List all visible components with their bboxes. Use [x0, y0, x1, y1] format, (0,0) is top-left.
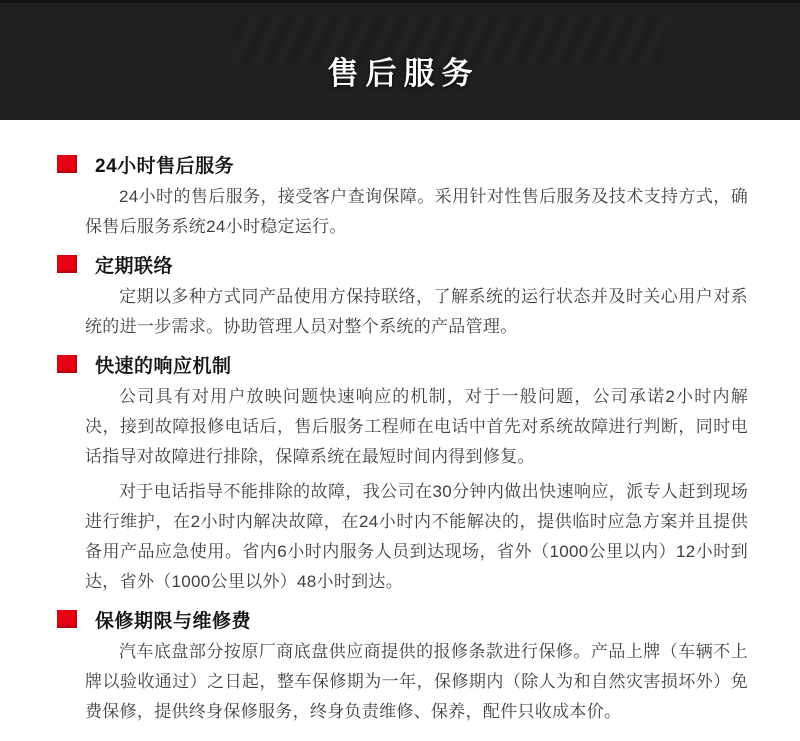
service-section	[57, 152, 748, 242]
section-header	[57, 252, 748, 276]
section-header	[57, 352, 748, 376]
service-section	[57, 252, 748, 342]
section-heading: 定期联络	[95, 255, 174, 277]
service-section	[57, 352, 748, 597]
section-heading: 24小时售后服务	[95, 155, 235, 177]
section-heading: 保修期限与维修费	[95, 610, 252, 632]
page-header-band	[0, 0, 800, 120]
page-title: 售后服务	[327, 56, 480, 91]
content	[0, 120, 800, 727]
section-header	[57, 152, 748, 176]
red-square-bullet-icon	[57, 155, 77, 173]
section-heading: 快速的响应机制	[95, 355, 232, 377]
section-paragraph: 公司具有对用户放映问题快速响应的机制，对于一般问题，公司承诺2小时内解决，接到故障报修电话后，售后服务工程师在电话中首先对系统故障进行判断，同时电话指导对故障进行排除，保障系统在最短时间内得到修复。	[85, 387, 748, 466]
section-paragraph: 汽车底盘部分按原厂商底盘供应商提供的报修条款进行保修。产品上牌（车辆不上牌以验收通过）之日起，整车保修期为一年，保修期内（除人为和自然灾害损坏外）免费保修，提供终身保修服务，终身负责维修、保养，配件只收成本价。	[85, 642, 748, 721]
section-header	[57, 607, 748, 631]
service-section	[57, 607, 748, 727]
section-paragraph: 24小时的售后服务，接受客户查询保障。采用针对性售后服务及技术支持方式，确保售后服务系统24小时稳定运行。	[85, 187, 748, 236]
red-square-bullet-icon	[57, 255, 77, 273]
section-paragraph: 对于电话指导不能排除的故障，我公司在30分钟内做出快速响应，派专人赶到现场进行维护，在2小时内解决故障，在24小时内不能解决的，提供临时应急方案并且提供备用产品应急使用。省内6小时内服务人员到达现场，省外（1000公里以内）12小时到达，省外（1000公里以外）48小时到达。	[85, 482, 748, 591]
section-paragraph: 定期以多种方式同产品使用方保持联络，了解系统的运行状态并及时关心用户对系统的进一步需求。协助管理人员对整个系统的产品管理。	[85, 287, 748, 336]
red-square-bullet-icon	[57, 355, 77, 373]
red-square-bullet-icon	[57, 610, 77, 628]
